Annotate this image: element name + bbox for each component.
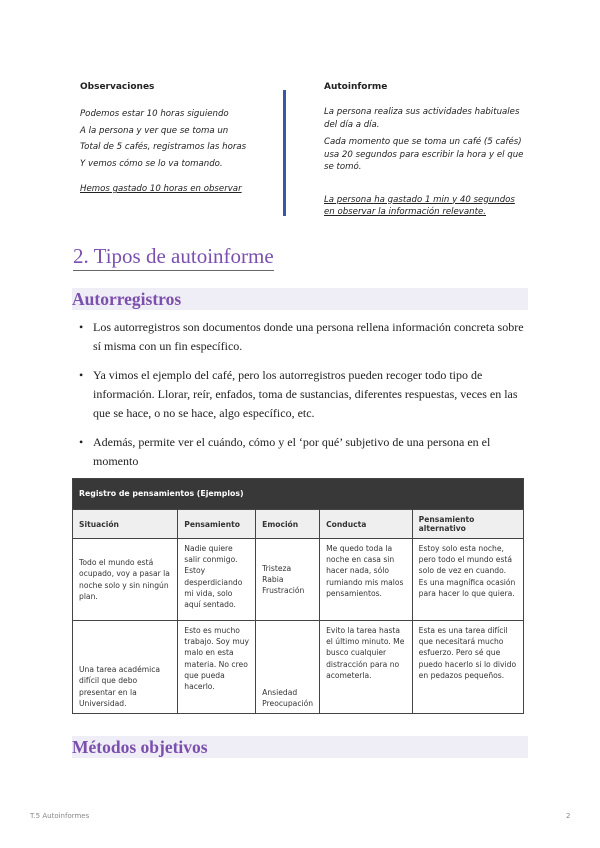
autoinforme-column	[324, 82, 524, 219]
table-cell: Todo el mundo está ocupado, voy a pasar la noche solo y sin ningún plan.	[73, 539, 178, 621]
table-cell: Una tarea académica difícil que debo presentar en la Universidad.	[73, 621, 178, 714]
table-header: Conducta	[320, 510, 413, 539]
footer-title: T.5 Autoinformes	[30, 812, 90, 820]
list-item: • Los autorregistros son documentos donde una persona rellena información concreta sobre sí misma con un fin específico.	[79, 318, 531, 356]
table-cell: Evito la tarea hasta el último minuto. Me busco cualquier distracción para no acometerla.	[320, 621, 413, 714]
autoinforme-conclusion: La persona ha gastado 1 min y 40 segundos en observar la información relevante.	[324, 194, 515, 217]
table-header-row	[73, 510, 524, 539]
table-cell: Esto es mucho trabajo. Soy muy malo en esta materia. No creo que pueda hacerlo.	[178, 621, 256, 714]
column-divider	[283, 90, 286, 216]
autoinforme-paragraph: Cada momento que se toma un café (5 cafés) usa 20 segundos para escribir la hora y el que se tomó.	[324, 137, 524, 172]
observaciones-title: Observaciones	[80, 82, 155, 92]
autorregistros-list	[79, 318, 531, 481]
section-heading: 2. Tipos de autoinforme	[73, 243, 274, 271]
observaciones-line: Total de 5 cafés, registramos las horas	[80, 142, 247, 152]
table-row	[73, 539, 524, 621]
table-caption: Registro de pensamientos (Ejemplos)	[73, 479, 524, 510]
autoinforme-paragraph: La persona realiza sus actividades habituales del día a día.	[324, 107, 520, 130]
observaciones-line: A la persona y ver que se toma un	[80, 125, 229, 136]
table-header: Emoción	[256, 510, 320, 539]
table-cell: Me quedo toda la noche en casa sin hacer nada, sólo rumiando mis malos pensamientos.	[320, 539, 413, 621]
table-header: Pensamiento alternativo	[412, 510, 523, 539]
table-cell: Tristeza Rabia Frustración	[256, 539, 320, 621]
list-item: • Ya vimos el ejemplo del café, pero los autorregistros pueden recoger todo tipo de información. Llorar, reír, enfados, toma de sustancias, diferentes respuestas, veces en las que se hace, o no se hace, algo específico, etc.	[79, 366, 531, 423]
autorregistros-heading: Autorregistros	[72, 288, 528, 310]
table-cell: Nadie quiere salir conmigo. Estoy desperdiciando mi vida, solo aquí sentado.	[178, 539, 256, 621]
observaciones-line: Y vemos cómo se lo va tomando.	[80, 158, 223, 169]
thought-record-table	[72, 478, 524, 714]
autoinforme-title: Autoinforme	[324, 82, 388, 92]
page-number: 2	[566, 812, 571, 820]
table-header: Pensamiento	[178, 510, 256, 539]
table-cell: Estoy solo esta noche, pero todo el mundo está solo de vez en cuando. Es una magnífica ocasión para hacer lo que quiera.	[412, 539, 523, 621]
metodos-heading: Métodos objetivos	[72, 736, 528, 758]
list-item: • Además, permite ver el cuándo, cómo y el ‘por qué’ subjetivo de una persona en el momento	[79, 433, 531, 471]
observaciones-line: Podemos estar 10 horas siguiendo	[80, 109, 229, 119]
table-cell: Ansiedad Preocupación	[256, 621, 320, 714]
table-header: Situación	[73, 510, 178, 539]
observaciones-column	[80, 82, 275, 195]
table-cell: Esta es una tarea difícil que necesitará mucho esfuerzo. Pero sé que puedo hacerlo si lo divido en pedazos pequeños.	[412, 621, 523, 714]
observaciones-conclusion: Hemos gastado 10 horas en observar	[80, 184, 242, 194]
table-row	[73, 621, 524, 714]
